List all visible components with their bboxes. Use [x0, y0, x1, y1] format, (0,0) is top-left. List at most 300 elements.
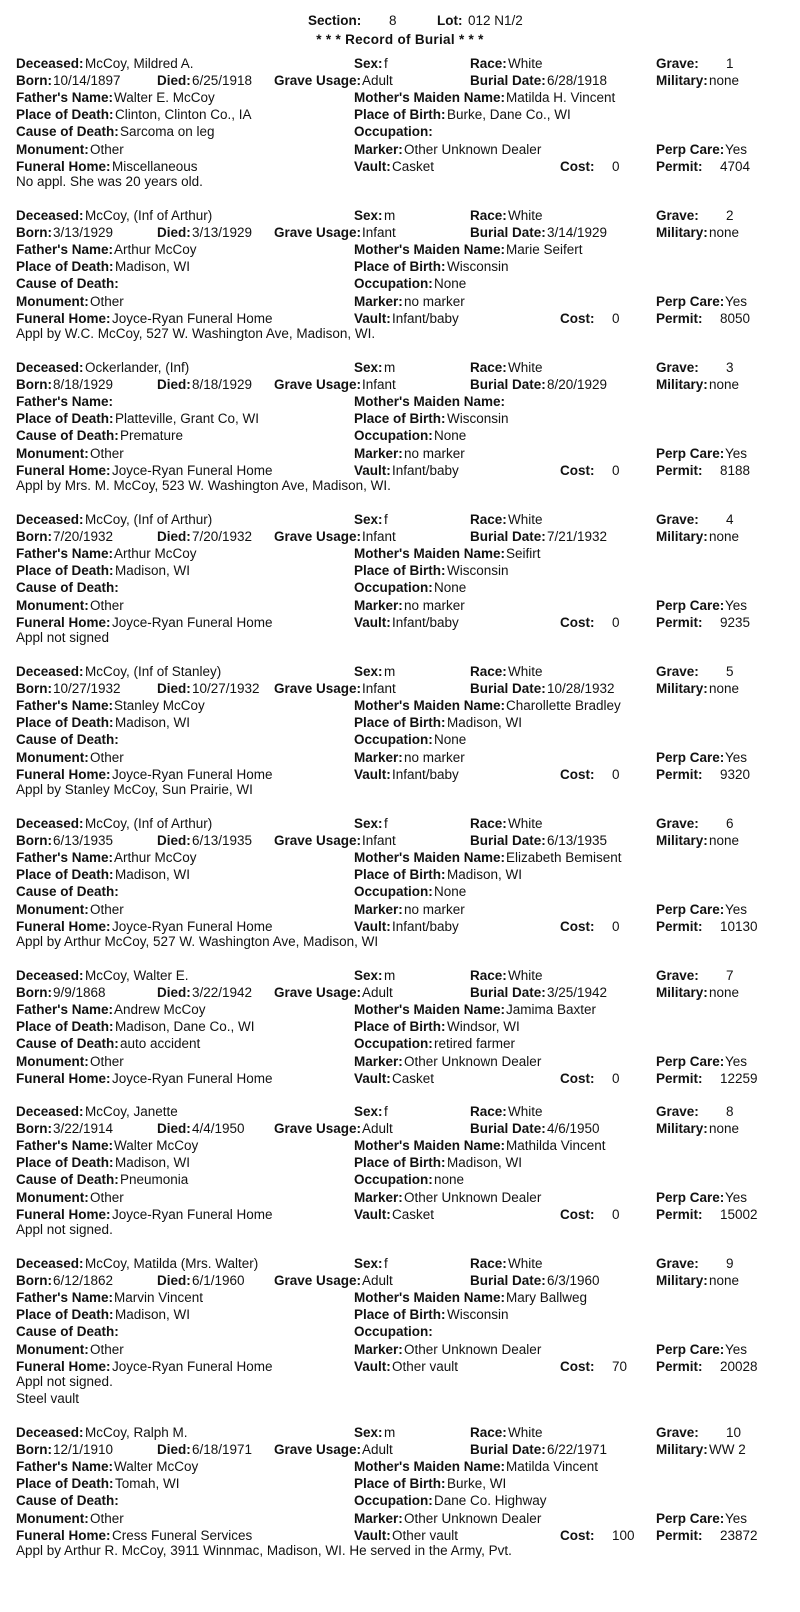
grave-value: 5 — [726, 664, 734, 679]
lot-value: 012 N1/2 — [468, 13, 523, 28]
father-value: Stanley McCoy — [114, 698, 205, 713]
grave-usage-label: Grave Usage: — [274, 833, 362, 848]
mother-value: Mary Ballweg — [506, 1290, 588, 1305]
sex-label: Sex: — [354, 512, 383, 527]
died-label: Died: — [157, 1121, 191, 1136]
funeral-home-value: Cress Funeral Services — [112, 1528, 253, 1543]
mother-value: Elizabeth Bemisent — [506, 850, 622, 865]
monument-value: Other — [90, 1054, 124, 1069]
born-value: 7/20/1932 — [53, 529, 114, 544]
sex-value: m — [384, 208, 396, 223]
occupation-value: None — [434, 580, 467, 595]
sex-label: Sex: — [354, 664, 383, 679]
born-label: Born: — [16, 225, 52, 240]
place-of-death-value: Madison, WI — [115, 259, 191, 274]
military-label: Military: — [656, 377, 708, 392]
occupation-label: Occupation: — [354, 276, 433, 291]
burial-date-label: Burial Date: — [470, 1442, 546, 1457]
monument-value: Other — [90, 446, 124, 461]
cause-of-death-label: Cause of Death: — [16, 1493, 119, 1508]
military-value: none — [709, 377, 740, 392]
place-of-death-label: Place of Death: — [16, 1019, 114, 1034]
place-of-death-label: Place of Death: — [16, 1155, 114, 1170]
perp-care-label: Perp Care: — [656, 1190, 725, 1205]
cause-of-death-label: Cause of Death: — [16, 276, 119, 291]
vault-label: Vault: — [354, 311, 391, 326]
sex-label: Sex: — [354, 1104, 383, 1119]
perp-care-value: Yes — [725, 598, 748, 613]
occupation-value: retired farmer — [434, 1036, 516, 1051]
died-value: 6/25/1918 — [192, 73, 253, 88]
cause-of-death-label: Cause of Death: — [16, 1172, 119, 1187]
sex-value: f — [384, 1256, 388, 1271]
occupation-label: Occupation: — [354, 732, 433, 747]
section-value: 8 — [389, 13, 397, 28]
perp-care-value: Yes — [725, 294, 748, 309]
cause-of-death-label: Cause of Death: — [16, 732, 119, 747]
born-value: 3/13/1929 — [53, 225, 114, 240]
father-label: Father's Name: — [16, 394, 113, 409]
permit-label: Permit: — [656, 311, 703, 326]
occupation-label: Occupation: — [354, 1493, 433, 1508]
sex-value: f — [384, 512, 388, 527]
funeral-home-label: Funeral Home: — [16, 311, 111, 326]
born-label: Born: — [16, 377, 52, 392]
born-value: 9/9/1868 — [53, 985, 106, 1000]
place-of-death-label: Place of Death: — [16, 867, 114, 882]
deceased-value: McCoy, Matilda (Mrs. Walter) — [85, 1256, 259, 1271]
cost-value: 0 — [612, 615, 620, 630]
vault-label: Vault: — [354, 1071, 391, 1086]
vault-label: Vault: — [354, 1207, 391, 1222]
occupation-value: None — [434, 732, 467, 747]
military-value: none — [709, 985, 740, 1000]
record-note: Appl not signed. — [16, 1222, 113, 1237]
burial-record — [0, 1104, 800, 1264]
father-label: Father's Name: — [16, 1138, 113, 1153]
place-of-birth-value: Wisconsin — [447, 1307, 509, 1322]
monument-value: Other — [90, 1190, 124, 1205]
place-of-birth-label: Place of Birth: — [354, 1019, 446, 1034]
mother-value: Matilda H. Vincent — [506, 90, 616, 105]
monument-value: Other — [90, 142, 124, 157]
grave-label: Grave: — [656, 664, 699, 679]
record-note: Appl by Arthur R. McCoy, 3911 Winnmac, Madison, WI. He served in the Army, Pvt. — [16, 1543, 512, 1558]
deceased-label: Deceased: — [16, 56, 84, 71]
deceased-value: McCoy, (Inf of Arthur) — [85, 208, 213, 223]
deceased-value: McCoy, Janette — [85, 1104, 178, 1119]
perp-care-value: Yes — [725, 1511, 748, 1526]
born-value: 10/14/1897 — [53, 73, 121, 88]
record-note: Appl by W.C. McCoy, 527 W. Washington Ave, Madison, WI. — [16, 326, 376, 341]
burial-date-value: 8/20/1929 — [547, 377, 608, 392]
cost-value: 0 — [612, 1071, 620, 1086]
burial-date-value: 6/28/1918 — [547, 73, 608, 88]
military-label: Military: — [656, 1121, 708, 1136]
marker-label: Marker: — [354, 446, 403, 461]
race-label: Race: — [470, 1104, 507, 1119]
place-of-death-value: Tomah, WI — [115, 1476, 180, 1491]
military-label: Military: — [656, 1273, 708, 1288]
perp-care-value: Yes — [725, 1190, 748, 1205]
marker-label: Marker: — [354, 1342, 403, 1357]
grave-label: Grave: — [656, 1256, 699, 1271]
grave-usage-label: Grave Usage: — [274, 529, 362, 544]
vault-value: Other vault — [392, 1528, 459, 1543]
grave-usage-label: Grave Usage: — [274, 225, 362, 240]
monument-label: Monument: — [16, 902, 89, 917]
place-of-death-label: Place of Death: — [16, 1307, 114, 1322]
father-label: Father's Name: — [16, 1459, 113, 1474]
marker-value: no marker — [404, 750, 465, 765]
mother-value: Mathilda Vincent — [506, 1138, 606, 1153]
military-label: Military: — [656, 833, 708, 848]
record-note: Appl by Mrs. M. McCoy, 523 W. Washington Ave, Madison, WI. — [16, 478, 391, 493]
born-value: 12/1/1910 — [53, 1442, 114, 1457]
deceased-label: Deceased: — [16, 360, 84, 375]
mother-label: Mother's Maiden Name: — [354, 546, 505, 561]
grave-label: Grave: — [656, 1104, 699, 1119]
deceased-value: McCoy, (Inf of Arthur) — [85, 816, 213, 831]
father-label: Father's Name: — [16, 850, 113, 865]
burial-record — [0, 56, 800, 216]
grave-usage-label: Grave Usage: — [274, 1442, 362, 1457]
race-value: White — [508, 968, 543, 983]
burial-date-value: 10/28/1932 — [547, 681, 615, 696]
marker-label: Marker: — [354, 750, 403, 765]
marker-value: Other Unknown Dealer — [404, 1342, 542, 1357]
funeral-home-label: Funeral Home: — [16, 159, 111, 174]
occupation-label: Occupation: — [354, 124, 433, 139]
father-value: Walter McCoy — [114, 1459, 199, 1474]
perp-care-label: Perp Care: — [656, 142, 725, 157]
occupation-label: Occupation: — [354, 580, 433, 595]
monument-label: Monument: — [16, 1342, 89, 1357]
place-of-birth-label: Place of Birth: — [354, 867, 446, 882]
born-label: Born: — [16, 681, 52, 696]
mother-value: Marie Seifert — [506, 242, 583, 257]
deceased-label: Deceased: — [16, 1425, 84, 1440]
born-value: 10/27/1932 — [53, 681, 121, 696]
funeral-home-value: Joyce-Ryan Funeral Home — [112, 615, 273, 630]
military-label: Military: — [656, 73, 708, 88]
funeral-home-value: Joyce-Ryan Funeral Home — [112, 1207, 273, 1222]
sex-label: Sex: — [354, 360, 383, 375]
monument-value: Other — [90, 1342, 124, 1357]
marker-label: Marker: — [354, 598, 403, 613]
permit-value: 15002 — [720, 1207, 758, 1222]
perp-care-value: Yes — [725, 750, 748, 765]
marker-value: no marker — [404, 294, 465, 309]
race-label: Race: — [470, 1256, 507, 1271]
permit-value: 8050 — [720, 311, 751, 326]
funeral-home-value: Joyce-Ryan Funeral Home — [112, 463, 273, 478]
grave-usage-value: Infant — [362, 225, 396, 240]
grave-label: Grave: — [656, 1425, 699, 1440]
mother-label: Mother's Maiden Name: — [354, 90, 505, 105]
marker-value: Other Unknown Dealer — [404, 1190, 542, 1205]
deceased-label: Deceased: — [16, 816, 84, 831]
marker-label: Marker: — [354, 1054, 403, 1069]
race-value: White — [508, 664, 543, 679]
place-of-birth-value: Wisconsin — [447, 563, 509, 578]
sex-label: Sex: — [354, 816, 383, 831]
monument-label: Monument: — [16, 294, 89, 309]
grave-value: 3 — [726, 360, 734, 375]
record-note: No appl. She was 20 years old. — [16, 174, 203, 189]
military-label: Military: — [656, 529, 708, 544]
father-value: Andrew McCoy — [114, 1002, 206, 1017]
occupation-value: Dane Co. Highway — [434, 1493, 547, 1508]
sex-value: m — [384, 1425, 396, 1440]
vault-label: Vault: — [354, 1528, 391, 1543]
died-value: 3/13/1929 — [192, 225, 253, 240]
born-value: 6/13/1935 — [53, 833, 114, 848]
vault-label: Vault: — [354, 767, 391, 782]
permit-value: 12259 — [720, 1071, 758, 1086]
born-label: Born: — [16, 1121, 52, 1136]
military-label: Military: — [656, 1442, 708, 1457]
died-label: Died: — [157, 681, 191, 696]
died-value: 3/22/1942 — [192, 985, 253, 1000]
mother-label: Mother's Maiden Name: — [354, 242, 505, 257]
died-value: 8/18/1929 — [192, 377, 253, 392]
sex-label: Sex: — [354, 968, 383, 983]
race-label: Race: — [470, 664, 507, 679]
died-value: 4/4/1950 — [192, 1121, 245, 1136]
marker-value: no marker — [404, 598, 465, 613]
father-label: Father's Name: — [16, 242, 113, 257]
died-value: 6/18/1971 — [192, 1442, 253, 1457]
grave-usage-label: Grave Usage: — [274, 73, 362, 88]
father-label: Father's Name: — [16, 1290, 113, 1305]
permit-value: 4704 — [720, 159, 751, 174]
cost-label: Cost: — [560, 1359, 595, 1374]
monument-label: Monument: — [16, 1511, 89, 1526]
burial-record — [0, 664, 800, 824]
sex-value: m — [384, 664, 396, 679]
grave-value: 7 — [726, 968, 734, 983]
place-of-death-value: Madison, WI — [115, 563, 191, 578]
place-of-birth-value: Madison, WI — [447, 715, 523, 730]
burial-date-value: 6/3/1960 — [547, 1273, 600, 1288]
cause-of-death-value: Premature — [120, 428, 184, 443]
permit-label: Permit: — [656, 463, 703, 478]
vault-value: Casket — [392, 159, 435, 174]
deceased-value: McCoy, (Inf of Stanley) — [85, 664, 222, 679]
cost-label: Cost: — [560, 919, 595, 934]
race-label: Race: — [470, 512, 507, 527]
monument-value: Other — [90, 1511, 124, 1526]
race-label: Race: — [470, 968, 507, 983]
died-label: Died: — [157, 225, 191, 240]
funeral-home-value: Joyce-Ryan Funeral Home — [112, 311, 273, 326]
died-label: Died: — [157, 1273, 191, 1288]
monument-label: Monument: — [16, 598, 89, 613]
father-label: Father's Name: — [16, 1002, 113, 1017]
race-label: Race: — [470, 208, 507, 223]
grave-usage-value: Infant — [362, 529, 396, 544]
burial-date-label: Burial Date: — [470, 529, 546, 544]
father-label: Father's Name: — [16, 90, 113, 105]
place-of-birth-value: Madison, WI — [447, 867, 523, 882]
funeral-home-label: Funeral Home: — [16, 1071, 111, 1086]
grave-value: 9 — [726, 1256, 734, 1271]
burial-date-label: Burial Date: — [470, 1121, 546, 1136]
military-label: Military: — [656, 681, 708, 696]
born-label: Born: — [16, 73, 52, 88]
burial-date-value: 6/13/1935 — [547, 833, 608, 848]
father-label: Father's Name: — [16, 546, 113, 561]
burial-date-label: Burial Date: — [470, 833, 546, 848]
marker-label: Marker: — [354, 142, 403, 157]
race-value: White — [508, 1425, 543, 1440]
perp-care-value: Yes — [725, 902, 748, 917]
permit-value: 9320 — [720, 767, 751, 782]
cost-value: 70 — [612, 1359, 628, 1374]
burial-record — [0, 360, 800, 520]
grave-usage-value: Infant — [362, 377, 396, 392]
grave-usage-label: Grave Usage: — [274, 681, 362, 696]
deceased-label: Deceased: — [16, 208, 84, 223]
place-of-birth-value: Windsor, WI — [447, 1019, 520, 1034]
father-value: Walter McCoy — [114, 1138, 199, 1153]
funeral-home-label: Funeral Home: — [16, 615, 111, 630]
monument-value: Other — [90, 294, 124, 309]
deceased-value: McCoy, Ralph M. — [85, 1425, 188, 1440]
marker-label: Marker: — [354, 1190, 403, 1205]
record-title: * * * Record of Burial * * * — [316, 32, 484, 47]
burial-date-label: Burial Date: — [470, 73, 546, 88]
mother-label: Mother's Maiden Name: — [354, 1459, 505, 1474]
military-value: none — [709, 1121, 740, 1136]
funeral-home-value: Joyce-Ryan Funeral Home — [112, 1071, 273, 1086]
place-of-death-label: Place of Death: — [16, 107, 114, 122]
section-label: Section: — [308, 13, 362, 28]
place-of-birth-label: Place of Birth: — [354, 1155, 446, 1170]
occupation-label: Occupation: — [354, 1036, 433, 1051]
permit-value: 20028 — [720, 1359, 758, 1374]
funeral-home-label: Funeral Home: — [16, 767, 111, 782]
place-of-birth-label: Place of Birth: — [354, 715, 446, 730]
funeral-home-label: Funeral Home: — [16, 1528, 111, 1543]
born-value: 3/22/1914 — [53, 1121, 114, 1136]
born-value: 8/18/1929 — [53, 377, 114, 392]
grave-value: 10 — [726, 1425, 742, 1440]
cost-value: 0 — [612, 159, 620, 174]
race-label: Race: — [470, 360, 507, 375]
grave-label: Grave: — [656, 816, 699, 831]
grave-usage-value: Adult — [362, 73, 393, 88]
grave-label: Grave: — [656, 512, 699, 527]
perp-care-value: Yes — [725, 142, 748, 157]
father-value: Arthur McCoy — [114, 546, 197, 561]
place-of-birth-label: Place of Birth: — [354, 563, 446, 578]
perp-care-label: Perp Care: — [656, 446, 725, 461]
race-value: White — [508, 56, 543, 71]
grave-usage-label: Grave Usage: — [274, 985, 362, 1000]
marker-value: no marker — [404, 446, 465, 461]
place-of-birth-value: Wisconsin — [447, 259, 509, 274]
died-value: 6/13/1935 — [192, 833, 253, 848]
place-of-death-value: Clinton, Clinton Co., IA — [115, 107, 252, 122]
burial-date-label: Burial Date: — [470, 985, 546, 1000]
cost-value: 0 — [612, 1207, 620, 1222]
born-label: Born: — [16, 985, 52, 1000]
cost-value: 0 — [612, 767, 620, 782]
place-of-death-value: Madison, WI — [115, 867, 191, 882]
perp-care-label: Perp Care: — [656, 1342, 725, 1357]
burial-record — [0, 208, 800, 368]
grave-usage-value: Infant — [362, 681, 396, 696]
vault-label: Vault: — [354, 615, 391, 630]
perp-care-label: Perp Care: — [656, 1054, 725, 1069]
sex-value: f — [384, 1104, 388, 1119]
military-value: none — [709, 681, 740, 696]
deceased-value: McCoy, (Inf of Arthur) — [85, 512, 213, 527]
burial-date-label: Burial Date: — [470, 1273, 546, 1288]
permit-label: Permit: — [656, 919, 703, 934]
funeral-home-label: Funeral Home: — [16, 1359, 111, 1374]
record-note: Appl by Stanley McCoy, Sun Prairie, WI — [16, 782, 253, 797]
burial-record — [0, 816, 800, 976]
burial-date-value: 7/21/1932 — [547, 529, 608, 544]
grave-usage-value: Adult — [362, 1273, 393, 1288]
permit-label: Permit: — [656, 615, 703, 630]
occupation-label: Occupation: — [354, 1172, 433, 1187]
sex-value: m — [384, 968, 396, 983]
cause-of-death-value: Pneumonia — [120, 1172, 189, 1187]
burial-date-label: Burial Date: — [470, 681, 546, 696]
died-label: Died: — [157, 833, 191, 848]
cost-label: Cost: — [560, 615, 595, 630]
mother-label: Mother's Maiden Name: — [354, 850, 505, 865]
burial-date-value: 3/25/1942 — [547, 985, 608, 1000]
place-of-birth-label: Place of Birth: — [354, 1307, 446, 1322]
died-label: Died: — [157, 73, 191, 88]
record-note: Steel vault — [16, 1391, 80, 1406]
grave-usage-label: Grave Usage: — [274, 377, 362, 392]
grave-value: 6 — [726, 816, 734, 831]
grave-label: Grave: — [656, 968, 699, 983]
mother-value: Jamima Baxter — [506, 1002, 597, 1017]
funeral-home-value: Miscellaneous — [112, 159, 198, 174]
perp-care-value: Yes — [725, 1342, 748, 1357]
occupation-label: Occupation: — [354, 884, 433, 899]
occupation-value: None — [434, 884, 467, 899]
died-value: 7/20/1932 — [192, 529, 253, 544]
section-lot-line — [0, 13, 800, 31]
grave-usage-value: Adult — [362, 1121, 393, 1136]
permit-label: Permit: — [656, 1528, 703, 1543]
funeral-home-value: Joyce-Ryan Funeral Home — [112, 767, 273, 782]
marker-label: Marker: — [354, 1511, 403, 1526]
deceased-label: Deceased: — [16, 968, 84, 983]
marker-value: Other Unknown Dealer — [404, 1054, 542, 1069]
cost-label: Cost: — [560, 1207, 595, 1222]
occupation-value: None — [434, 428, 467, 443]
grave-value: 2 — [726, 208, 734, 223]
race-value: White — [508, 1104, 543, 1119]
place-of-birth-value: Burke, Dane Co., WI — [447, 107, 571, 122]
cause-of-death-label: Cause of Death: — [16, 580, 119, 595]
cost-value: 0 — [612, 463, 620, 478]
race-value: White — [508, 208, 543, 223]
father-value: Arthur McCoy — [114, 242, 197, 257]
monument-label: Monument: — [16, 1190, 89, 1205]
born-label: Born: — [16, 1442, 52, 1457]
place-of-birth-value: Wisconsin — [447, 411, 509, 426]
